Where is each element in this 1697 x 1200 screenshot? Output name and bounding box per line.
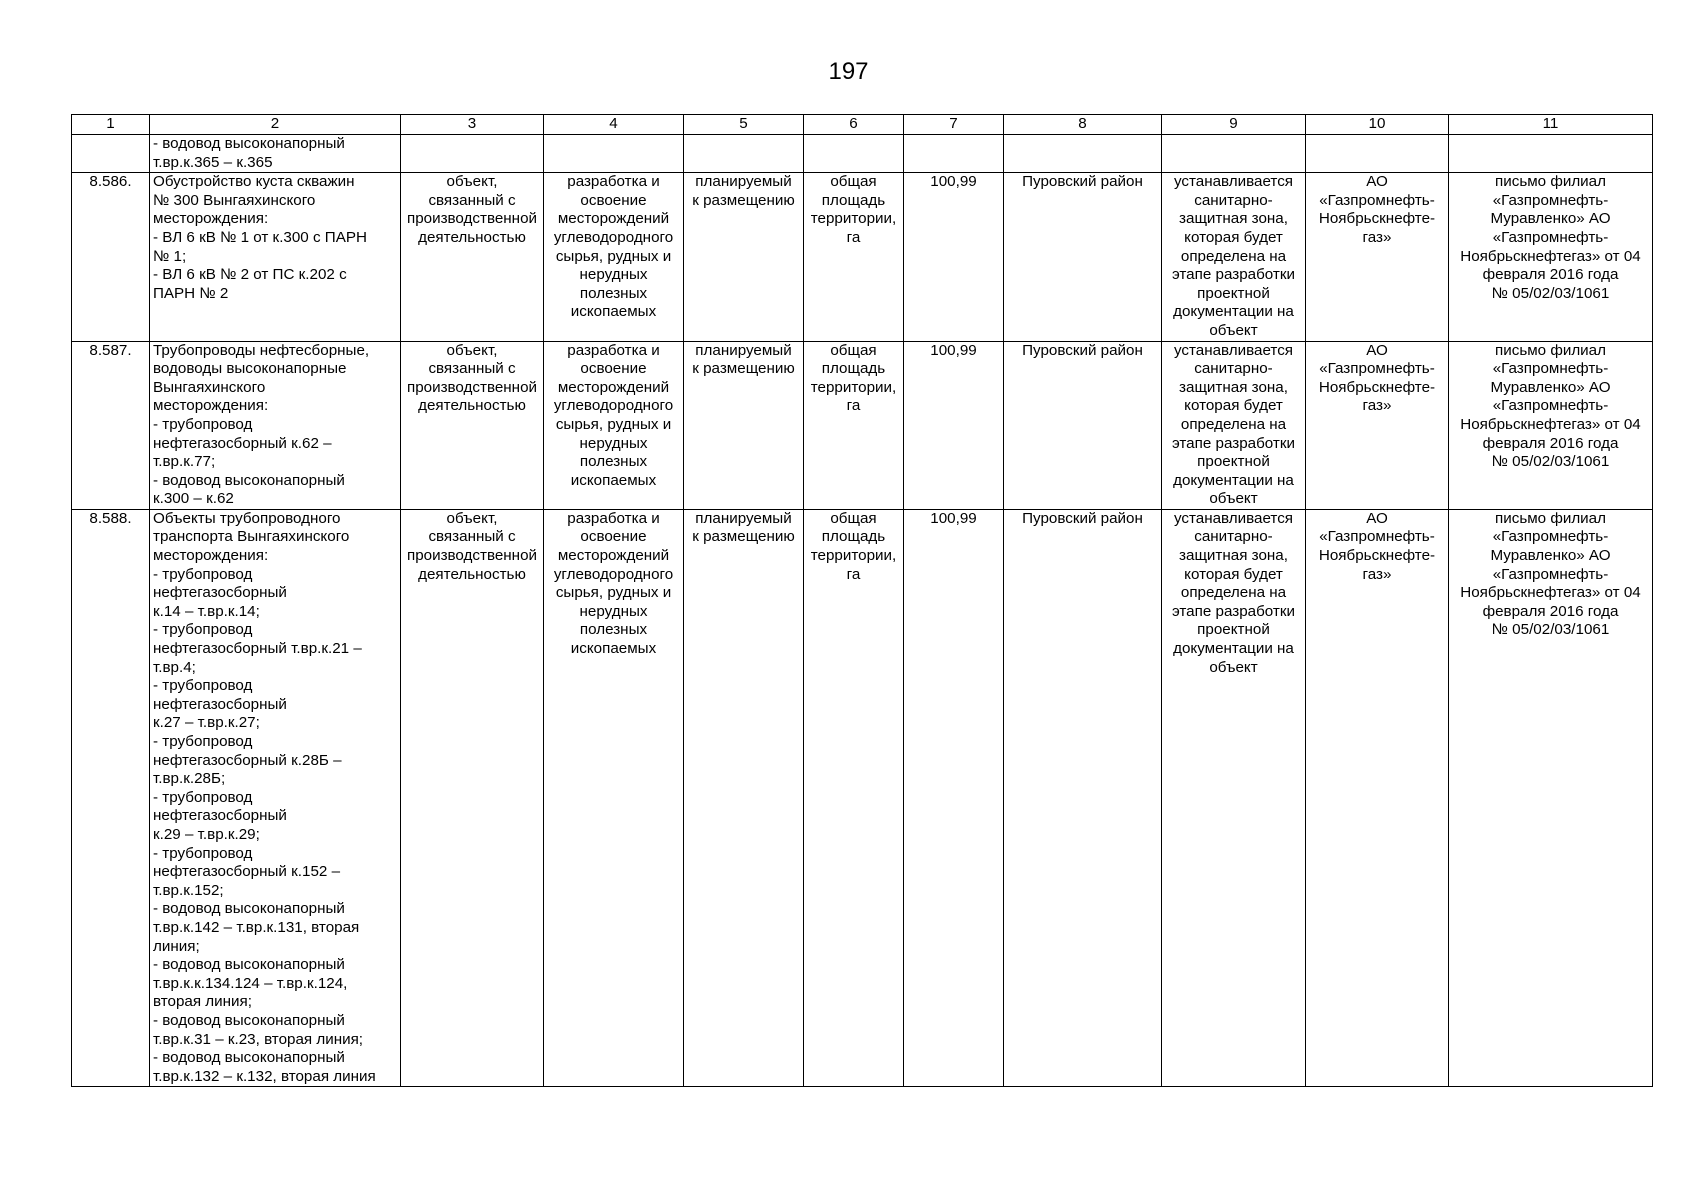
object-status-cell bbox=[684, 135, 804, 173]
cell-text-line: связанный с bbox=[428, 528, 516, 546]
organization-cell bbox=[1306, 341, 1449, 509]
cell-text-line: т.вр.к.152; bbox=[153, 881, 224, 899]
cell-text-line: общая bbox=[830, 509, 877, 527]
parameter-cell bbox=[804, 341, 904, 509]
cell-text-line: - водовод высоконапорный bbox=[153, 471, 345, 489]
column-number: 4 bbox=[544, 115, 684, 135]
cell-text-line: га bbox=[846, 397, 861, 415]
cell-text-line: «Газпромнефть- bbox=[1492, 191, 1609, 209]
cell-text-line: сырья, рудных и bbox=[555, 247, 672, 265]
cell-text-line: площадь bbox=[821, 191, 886, 209]
cell-text-line: к.29 – т.вр.к.29; bbox=[153, 825, 260, 843]
cell-text-line: сырья, рудных и bbox=[555, 415, 672, 433]
cell-text-line: Ноябрьскнефте- bbox=[1318, 210, 1436, 228]
cell-text-line: «Газпромнефть- bbox=[1319, 528, 1435, 546]
cell-text-line: объект, bbox=[446, 341, 498, 359]
cell-text-line: нерудных bbox=[579, 434, 648, 452]
cell-text-line: Объекты трубопроводного bbox=[153, 509, 341, 527]
object-purpose-cell bbox=[544, 173, 684, 341]
cell-text-line: АО bbox=[1366, 173, 1388, 191]
page-number: 197 bbox=[828, 58, 869, 85]
cell-text-line: газ» bbox=[1362, 397, 1392, 415]
cell-text-line: устанавливается bbox=[1173, 341, 1294, 359]
cell-text-line: связанный с bbox=[428, 360, 516, 378]
cell-text-line: - трубопровод bbox=[153, 788, 253, 806]
object-type-cell bbox=[401, 341, 544, 509]
cell-text-line: полезных bbox=[579, 621, 648, 639]
cell-text-line: ископаемых bbox=[570, 471, 657, 489]
cell-text-line: объект bbox=[1209, 490, 1258, 508]
column-number: 7 bbox=[904, 115, 1004, 135]
cell-text-line: нефтегазосборный к.62 – bbox=[153, 434, 332, 452]
cell-text-line: Ноябрьскнефте- bbox=[1318, 378, 1436, 396]
cell-text-line: Ноябрьскнефтегаз» от 04 bbox=[1460, 584, 1641, 602]
cell-text-line: планируемый bbox=[695, 173, 792, 191]
table-row bbox=[72, 341, 1653, 509]
parameter-cell bbox=[804, 173, 904, 341]
parameter-value-cell: 100,99 bbox=[904, 341, 1004, 509]
cell-text-line: водоводы высоконапорные bbox=[153, 360, 347, 378]
objects-table bbox=[71, 114, 1653, 1087]
cell-text-line: нефтегазосборный bbox=[153, 695, 287, 713]
cell-text-line: санитарно- bbox=[1194, 191, 1273, 209]
cell-text-line: к размещению bbox=[692, 360, 795, 378]
table-row bbox=[72, 135, 1653, 173]
zone-cell bbox=[1162, 509, 1306, 1086]
cell-text-line: № 300 Вынгаяхинского bbox=[153, 191, 316, 209]
cell-text-line: объект bbox=[1209, 658, 1258, 676]
cell-text-line: разработка и bbox=[567, 509, 660, 527]
cell-text-line: полезных bbox=[579, 453, 648, 471]
cell-text-line: этапе разработки bbox=[1171, 434, 1295, 452]
cell-text-line: АО bbox=[1366, 341, 1388, 359]
parameter-value-cell: 100,99 bbox=[904, 173, 1004, 341]
cell-text-line: нефтегазосборный к.28Б – bbox=[153, 751, 342, 769]
object-name-cell bbox=[150, 173, 401, 341]
cell-text-line: устанавливается bbox=[1173, 509, 1294, 527]
column-number: 2 bbox=[150, 115, 401, 135]
cell-text-line: освоение bbox=[580, 360, 647, 378]
cell-text-line: территории, bbox=[810, 210, 897, 228]
item-number-cell: 8.586. bbox=[72, 173, 150, 341]
cell-text-line: месторождения: bbox=[153, 547, 269, 565]
cell-text-line: Ноябрьскнефтегаз» от 04 bbox=[1460, 415, 1641, 433]
cell-text-line: линия; bbox=[153, 937, 200, 955]
cell-text-line: т.вр.к.365 – к.365 bbox=[153, 153, 273, 171]
cell-text-line: документации на bbox=[1173, 303, 1294, 321]
cell-text-line: разработка и bbox=[567, 341, 660, 359]
cell-text-line: № 05/02/03/1061 bbox=[1491, 621, 1610, 639]
cell-text-line: определена на bbox=[1180, 247, 1287, 265]
cell-text-line: общая bbox=[830, 341, 877, 359]
cell-text-line: газ» bbox=[1362, 228, 1392, 246]
cell-text-line: к размещению bbox=[692, 191, 795, 209]
organization-cell bbox=[1306, 509, 1449, 1086]
object-type-cell bbox=[401, 509, 544, 1086]
cell-text-line: Обустройство куста скважин bbox=[153, 173, 355, 191]
cell-text-line: т.вр.к.77; bbox=[153, 453, 216, 471]
cell-text-line: месторождений bbox=[557, 378, 670, 396]
object-status-cell bbox=[684, 173, 804, 341]
basis-cell bbox=[1449, 509, 1653, 1086]
basis-cell bbox=[1449, 135, 1653, 173]
cell-text-line: площадь bbox=[821, 528, 886, 546]
cell-text-line: месторождения: bbox=[153, 210, 269, 228]
cell-text-line: ПАРН № 2 bbox=[153, 284, 229, 302]
cell-text-line: проектной bbox=[1197, 284, 1270, 302]
object-purpose-cell bbox=[544, 509, 684, 1086]
cell-text-line: производственной bbox=[406, 378, 538, 396]
organization-cell bbox=[1306, 173, 1449, 341]
parameter-value-cell: 100,99 bbox=[904, 509, 1004, 1086]
object-status-cell bbox=[684, 509, 804, 1086]
cell-text-line: ископаемых bbox=[570, 640, 657, 658]
cell-text-line: разработка и bbox=[567, 173, 660, 191]
cell-text-line: т.вр.к.31 – к.23, вторая линия; bbox=[153, 1030, 364, 1048]
cell-text-line: - водовод высоконапорный bbox=[153, 1011, 345, 1029]
cell-text-line: Ноябрьскнефте- bbox=[1318, 547, 1436, 565]
cell-text-line: месторождений bbox=[557, 547, 670, 565]
cell-text-line: деятельностью bbox=[418, 565, 526, 583]
object-type-cell bbox=[401, 135, 544, 173]
cell-text-line: месторождений bbox=[557, 210, 670, 228]
cell-text-line: письмо филиал bbox=[1495, 509, 1606, 527]
cell-text-line: февраля 2016 года bbox=[1482, 434, 1619, 452]
cell-text-line: объект bbox=[1209, 321, 1258, 339]
cell-text-line: к размещению bbox=[692, 528, 795, 546]
cell-text-line: т.вр.к.к.134.124 – т.вр.к.124, bbox=[153, 974, 348, 992]
organization-cell bbox=[1306, 135, 1449, 173]
location-cell: Пуровский район bbox=[1004, 341, 1162, 509]
column-number-row bbox=[72, 115, 1653, 135]
cell-text-line: защитная зона, bbox=[1179, 210, 1288, 228]
cell-text-line: определена на bbox=[1180, 584, 1287, 602]
column-number: 11 bbox=[1449, 115, 1653, 135]
cell-text-line: освоение bbox=[580, 528, 647, 546]
column-number: 6 bbox=[804, 115, 904, 135]
cell-text-line: письмо филиал bbox=[1495, 341, 1606, 359]
table-row bbox=[72, 509, 1653, 1086]
cell-text-line: территории, bbox=[810, 378, 897, 396]
object-purpose-cell bbox=[544, 135, 684, 173]
cell-text-line: - трубопровод bbox=[153, 733, 253, 750]
cell-text-line: объект, bbox=[446, 173, 498, 191]
cell-text-line: - трубопровод bbox=[153, 565, 253, 583]
cell-text-line: ископаемых bbox=[570, 303, 657, 321]
object-name-cell bbox=[150, 341, 401, 509]
zone-cell bbox=[1162, 173, 1306, 341]
cell-text-line: Вынгаяхинского bbox=[153, 378, 266, 396]
table-row bbox=[72, 173, 1653, 341]
cell-text-line: которая будет bbox=[1184, 397, 1283, 415]
cell-text-line: углеводородного bbox=[553, 565, 674, 583]
cell-text-line: к.27 – т.вр.к.27; bbox=[153, 714, 260, 732]
cell-text-line: защитная зона, bbox=[1179, 378, 1288, 396]
cell-text-line: «Газпромнефть- bbox=[1492, 528, 1609, 546]
cell-text-line: сырья, рудных и bbox=[555, 584, 672, 602]
item-number-cell bbox=[72, 135, 150, 173]
zone-cell bbox=[1162, 341, 1306, 509]
zone-cell bbox=[1162, 135, 1306, 173]
column-number: 1 bbox=[72, 115, 150, 135]
cell-text-line: устанавливается bbox=[1173, 173, 1294, 191]
cell-text-line: - ВЛ 6 кВ № 1 от к.300 с ПАРН bbox=[153, 228, 367, 246]
parameter-cell bbox=[804, 135, 904, 173]
cell-text-line: производственной bbox=[406, 210, 538, 228]
basis-cell bbox=[1449, 341, 1653, 509]
cell-text-line: - водовод высоконапорный bbox=[153, 900, 345, 918]
cell-text-line: связанный с bbox=[428, 191, 516, 209]
cell-text-line: которая будет bbox=[1184, 228, 1283, 246]
location-cell bbox=[1004, 135, 1162, 173]
cell-text-line: санитарно- bbox=[1194, 528, 1273, 546]
cell-text-line: Муравленко» АО bbox=[1490, 547, 1611, 565]
cell-text-line: общая bbox=[830, 173, 877, 191]
cell-text-line: углеводородного bbox=[553, 228, 674, 246]
cell-text-line: деятельностью bbox=[418, 228, 526, 246]
cell-text-line: Трубопроводы нефтесборные, bbox=[153, 341, 370, 359]
cell-text-line: освоение bbox=[580, 191, 647, 209]
object-type-cell bbox=[401, 173, 544, 341]
item-number-cell: 8.588. bbox=[72, 509, 150, 1086]
cell-text-line: письмо филиал bbox=[1495, 173, 1606, 191]
cell-text-line: № 05/02/03/1061 bbox=[1491, 284, 1610, 302]
location-cell: Пуровский район bbox=[1004, 173, 1162, 341]
cell-text-line: - трубопровод bbox=[153, 415, 253, 433]
cell-text-line: объект, bbox=[446, 509, 498, 527]
cell-text-line: вторая линия; bbox=[153, 993, 252, 1011]
cell-text-line: транспорта Вынгаяхинского bbox=[153, 528, 350, 546]
column-number: 5 bbox=[684, 115, 804, 135]
cell-text-line: т.вр.к.28Б; bbox=[153, 770, 226, 788]
cell-text-line: - водовод высоконапорный bbox=[153, 956, 345, 974]
cell-text-line: газ» bbox=[1362, 565, 1392, 583]
cell-text-line: нерудных bbox=[579, 602, 648, 620]
cell-text-line: санитарно- bbox=[1194, 360, 1273, 378]
cell-text-line: планируемый bbox=[695, 341, 792, 359]
cell-text-line: нефтегазосборный к.152 – bbox=[153, 863, 341, 881]
cell-text-line: которая будет bbox=[1184, 565, 1283, 583]
cell-text-line: га bbox=[846, 228, 861, 246]
cell-text-line: этапе разработки bbox=[1171, 266, 1295, 284]
cell-text-line: - трубопровод bbox=[153, 844, 253, 862]
cell-text-line: т.вр.4; bbox=[153, 658, 196, 676]
item-number-cell: 8.587. bbox=[72, 341, 150, 509]
cell-text-line: полезных bbox=[579, 284, 648, 302]
cell-text-line: этапе разработки bbox=[1171, 602, 1295, 620]
cell-text-line: «Газпромнефть- bbox=[1319, 191, 1435, 209]
cell-text-line: Муравленко» АО bbox=[1490, 378, 1611, 396]
cell-text-line: площадь bbox=[821, 360, 886, 378]
parameter-cell bbox=[804, 509, 904, 1086]
column-number: 3 bbox=[401, 115, 544, 135]
cell-text-line: производственной bbox=[406, 547, 538, 565]
cell-text-line: февраля 2016 года bbox=[1482, 266, 1619, 284]
object-name-cell bbox=[150, 135, 401, 173]
cell-text-line: Ноябрьскнефтегаз» от 04 bbox=[1460, 247, 1641, 265]
cell-text-line: документации на bbox=[1173, 640, 1294, 658]
cell-text-line: к.14 – т.вр.к.14; bbox=[153, 602, 260, 620]
column-number: 10 bbox=[1306, 115, 1449, 135]
cell-text-line: проектной bbox=[1197, 453, 1270, 471]
cell-text-line: АО bbox=[1366, 509, 1388, 527]
cell-text-line: Муравленко» АО bbox=[1490, 210, 1611, 228]
cell-text-line: к.300 – к.62 bbox=[153, 490, 234, 508]
cell-text-line: - трубопровод bbox=[153, 621, 253, 639]
column-number: 9 bbox=[1162, 115, 1306, 135]
basis-cell bbox=[1449, 173, 1653, 341]
cell-text-line: «Газпромнефть- bbox=[1492, 228, 1609, 246]
cell-text-line: - трубопровод bbox=[153, 677, 253, 695]
cell-text-line: планируемый bbox=[695, 509, 792, 527]
cell-text-line: № 1; bbox=[153, 247, 187, 265]
location-cell: Пуровский район bbox=[1004, 509, 1162, 1086]
object-status-cell bbox=[684, 341, 804, 509]
cell-text-line: определена на bbox=[1180, 415, 1287, 433]
cell-text-line: углеводородного bbox=[553, 397, 674, 415]
object-name-cell bbox=[150, 509, 401, 1086]
cell-text-line: № 05/02/03/1061 bbox=[1491, 453, 1610, 471]
cell-text-line: «Газпромнефть- bbox=[1492, 360, 1609, 378]
object-purpose-cell bbox=[544, 341, 684, 509]
cell-text-line: нефтегазосборный bbox=[153, 584, 287, 602]
cell-text-line: территории, bbox=[810, 547, 897, 565]
parameter-value-cell bbox=[904, 135, 1004, 173]
cell-text-line: документации на bbox=[1173, 471, 1294, 489]
cell-text-line: «Газпромнефть- bbox=[1492, 565, 1609, 583]
cell-text-line: «Газпромнефть- bbox=[1492, 397, 1609, 415]
cell-text-line: нерудных bbox=[579, 266, 648, 284]
cell-text-line: - ВЛ 6 кВ № 2 от ПС к.202 с bbox=[153, 266, 347, 284]
cell-text-line: га bbox=[846, 565, 861, 583]
cell-text-line: деятельностью bbox=[418, 397, 526, 415]
cell-text-line: - водовод высоконапорный bbox=[153, 135, 345, 152]
cell-text-line: месторождения: bbox=[153, 397, 269, 415]
cell-text-line: защитная зона, bbox=[1179, 547, 1288, 565]
cell-text-line: февраля 2016 года bbox=[1482, 602, 1619, 620]
cell-text-line: проектной bbox=[1197, 621, 1270, 639]
cell-text-line: «Газпромнефть- bbox=[1319, 360, 1435, 378]
cell-text-line: т.вр.к.142 – т.вр.к.131, вторая bbox=[153, 918, 360, 936]
cell-text-line: - водовод высоконапорный bbox=[153, 1049, 345, 1067]
cell-text-line: т.вр.к.132 – к.132, вторая линия bbox=[153, 1067, 376, 1085]
column-number: 8 bbox=[1004, 115, 1162, 135]
cell-text-line: нефтегазосборный т.вр.к.21 – bbox=[153, 640, 362, 658]
cell-text-line: нефтегазосборный bbox=[153, 807, 287, 825]
